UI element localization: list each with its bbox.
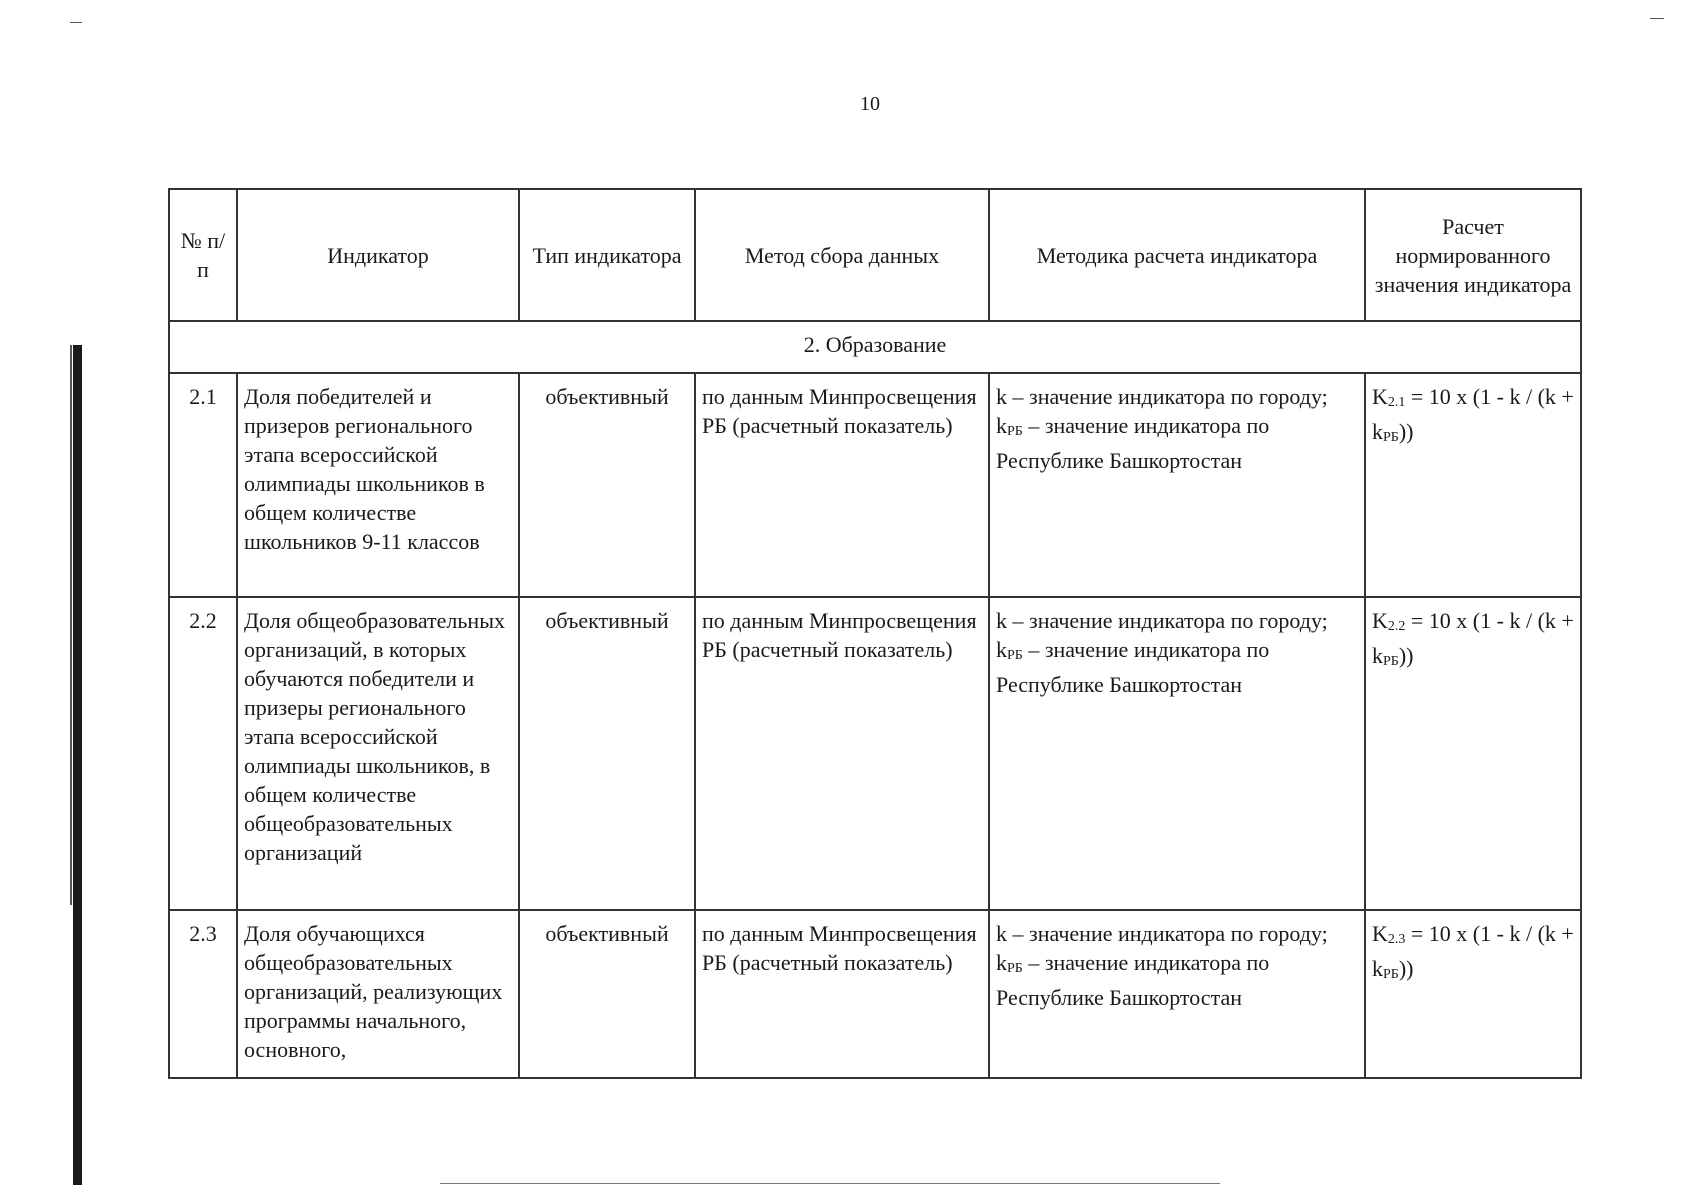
section-row [169,321,1581,373]
calc-formula-end: )) [1398,419,1414,444]
methodology-k-line: k – значение индикатора по городу; [996,608,1328,633]
calc-formula: = 10 x (1 - k / (k + k [1372,921,1574,981]
scan-edge-line [70,345,72,905]
calc-krb-subscript: РБ [1383,654,1399,669]
row-type: объективный [519,597,695,910]
table-row [169,597,1581,910]
methodology-k-line: k – значение индикатора по городу; [996,384,1328,409]
methodology-krb-line [996,948,1358,1012]
calc-krb-subscript: РБ [1383,430,1399,445]
row-num: 2.2 [169,597,237,910]
table-row [169,910,1581,1078]
row-indicator: Доля победителей и призеров регионального этапа всероссийской олимпиады школьников в общем количестве школьников 9-11 классов [237,373,519,597]
calc-krb-subscript: РБ [1383,967,1399,982]
krb-subscript: РБ [1007,648,1023,663]
krb-symbol: k [996,413,1007,438]
header-num: № п/п [169,189,237,321]
row-calc [1365,373,1581,597]
section-title: 2. Образование [169,321,1581,373]
row-type: объективный [519,910,695,1078]
calc-k-subscript: 2.3 [1387,932,1406,947]
row-type: объективный [519,373,695,597]
header-indicator: Индикатор [237,189,519,321]
table-header-row [169,189,1581,321]
scan-mark [1650,18,1664,19]
methodology-krb-line [996,411,1358,475]
header-methodology: Методика расчета индикатора [989,189,1365,321]
krb-description: – значение индикатора по Республике Башкортостан [996,413,1270,473]
row-indicator: Доля общеобразовательных организаций, в которых обучаются победители и призеры регионального этапа всероссийской олимпиады школьников, в общем количестве общеобразовательных организаций [237,597,519,910]
row-method: по данным Минпросвещения РБ (расчетный показатель) [695,910,989,1078]
header-type: Тип индикатора [519,189,695,321]
table-row [169,373,1581,597]
row-method: по данным Минпросвещения РБ (расчетный показатель) [695,597,989,910]
krb-subscript: РБ [1007,961,1023,976]
calc-formula-end: )) [1398,643,1414,668]
header-calc: Расчет нормированного значения индикатора [1365,189,1581,321]
header-method: Метод сбора данных [695,189,989,321]
methodology-k-line: k – значение индикатора по городу; [996,921,1328,946]
krb-symbol: k [996,637,1007,662]
calc-formula-end: )) [1398,956,1414,981]
row-num: 2.3 [169,910,237,1078]
calc-formula: = 10 x (1 - k / (k + k [1372,384,1574,444]
row-methodology [989,910,1365,1078]
row-methodology [989,373,1365,597]
scan-bottom-line [440,1183,1220,1184]
calc-k-subscript: 2.1 [1387,395,1406,410]
methodology-krb-line [996,635,1358,699]
calc-formula: = 10 x (1 - k / (k + k [1372,608,1574,668]
calc-k-subscript: 2.2 [1387,619,1406,634]
krb-subscript: РБ [1007,424,1023,439]
krb-symbol: k [996,950,1007,975]
calc-k-symbol: K [1372,921,1388,946]
row-calc [1365,597,1581,910]
row-indicator: Доля обучающихся общеобразовательных организаций, реализующих программы начального, основного, [237,910,519,1078]
indicator-table [168,188,1582,1079]
row-num: 2.1 [169,373,237,597]
calc-k-symbol: K [1372,384,1388,409]
krb-description: – значение индикатора по Республике Башкортостан [996,950,1270,1010]
row-methodology [989,597,1365,910]
calc-k-symbol: K [1372,608,1388,633]
scan-mark [70,22,82,23]
row-calc [1365,910,1581,1078]
row-method: по данным Минпросвещения РБ (расчетный показатель) [695,373,989,597]
krb-description: – значение индикатора по Республике Башкортостан [996,637,1270,697]
scan-binding-shadow [73,345,82,1185]
page-number: 10 [860,93,880,115]
